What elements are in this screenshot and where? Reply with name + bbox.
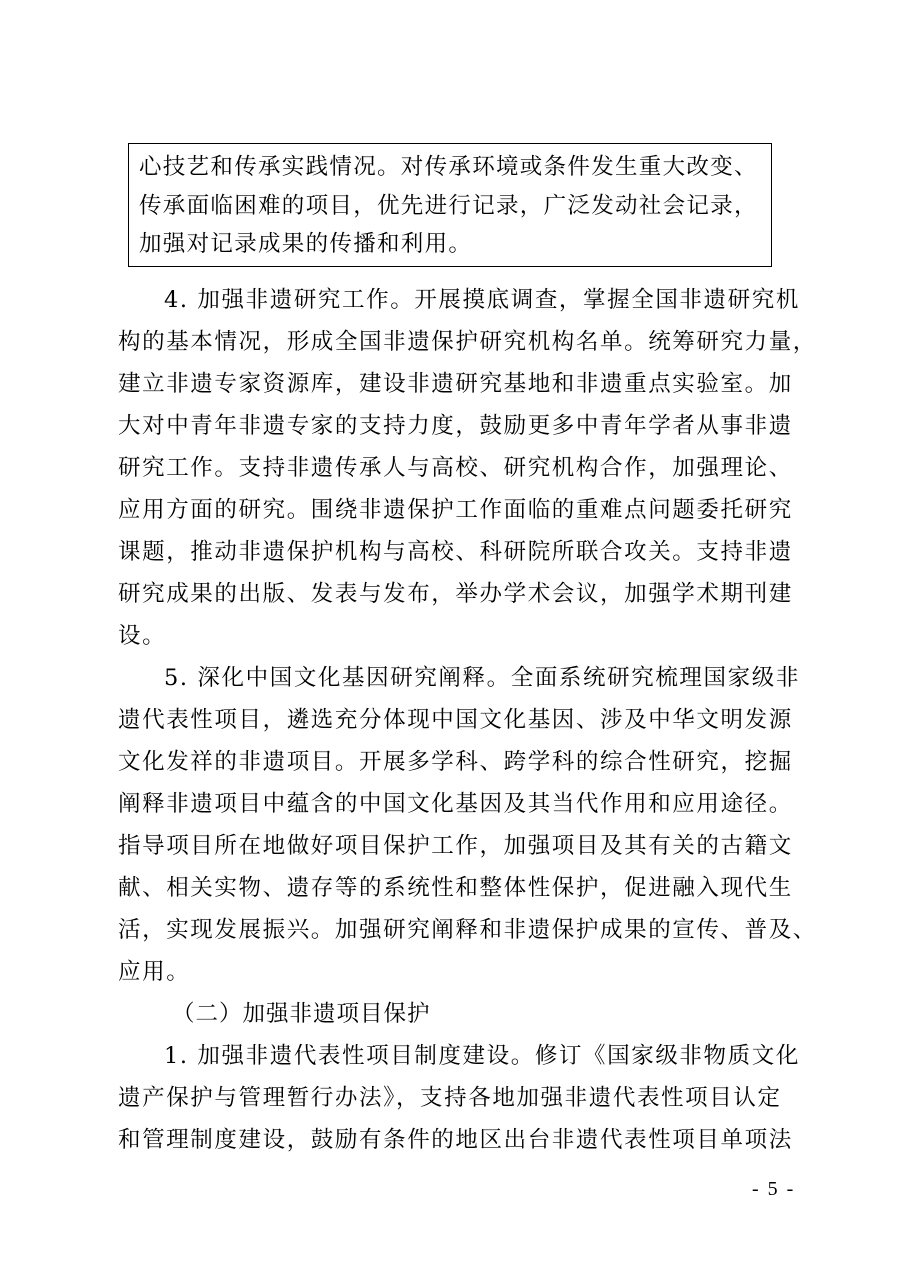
paragraph-line: 遗代表性项目，遴选充分体现中国文化基因、涉及中华文明发源 — [118, 707, 793, 733]
boxed-note — [128, 143, 772, 267]
paragraph-line: 和管理制度建设，鼓励有条件的地区出台非遗代表性项目单项法 — [118, 1127, 793, 1153]
paragraph-research-work — [118, 279, 817, 657]
paragraph-line: 1. 加强非遗代表性项目制度建设。修订《国家级非物质文化 — [164, 1043, 800, 1069]
paragraph-line: 课题，推动非遗保护机构与高校、科研院所联合攻关。支持非遗 — [118, 539, 793, 565]
paragraph-item-system — [118, 1035, 800, 1161]
page-number: - 5 - — [752, 1178, 796, 1200]
paragraph-line: 构的基本情况，形成全国非遗保护研究机构名单。统筹研究力量， — [118, 329, 817, 355]
paragraph-line: 研究工作。支持非遗传承人与高校、研究机构合作，加强理论、 — [118, 455, 793, 481]
paragraph-line: 4. 加强非遗研究工作。开展摸底调查，掌握全国非遗研究机 — [164, 287, 800, 313]
paragraph-line: 应用方面的研究。围绕非遗保护工作面临的重难点问题委托研究 — [118, 497, 793, 523]
paragraph-cultural-gene — [118, 657, 817, 993]
boxed-note-line: 加强对记录成果的传播和利用。 — [139, 231, 473, 257]
boxed-note-line: 心技艺和传承实践情况。对传承环境或条件发生重大改变、 — [139, 154, 758, 180]
paragraph-line: 遗产保护与管理暂行办法》，支持各地加强非遗代表性项目认定 — [118, 1085, 782, 1111]
boxed-note-line: 传承面临困难的项目，优先进行记录，广泛发动社会记录， — [139, 192, 758, 219]
paragraph-line: 建立非遗专家资源库，建设非遗研究基地和非遗重点实验室。加 — [118, 371, 793, 397]
paragraph-line: 活，实现发展振兴。加强研究阐释和非遗保护成果的宣传、普及、 — [118, 917, 817, 943]
paragraph-line: 指导项目所在地做好项目保护工作，加强项目及其有关的古籍文 — [118, 833, 793, 859]
section-heading-text: （二）加强非遗项目保护 — [172, 1001, 431, 1027]
paragraph-line: 文化发祥的非遗项目。开展多学科、跨学科的综合性研究，挖掘 — [118, 749, 793, 775]
section-heading — [118, 993, 788, 1035]
paragraph-line: 献、相关实物、遗存等的系统性和整体性保护，促进融入现代生 — [118, 875, 793, 901]
paragraph-line: 应用。 — [118, 959, 191, 985]
paragraph-line: 大对中青年非遗专家的支持力度，鼓励更多中青年学者从事非遗 — [118, 413, 793, 439]
paragraph-line: 设。 — [118, 623, 167, 649]
paragraph-line: 研究成果的出版、发表与发布，举办学术会议，加强学术期刊建 — [118, 581, 793, 607]
paragraph-line: 5. 深化中国文化基因研究阐释。全面系统研究梳理国家级非 — [164, 665, 800, 691]
paragraph-line: 阐释非遗项目中蕴含的中国文化基因及其当代作用和应用途径。 — [118, 791, 793, 817]
